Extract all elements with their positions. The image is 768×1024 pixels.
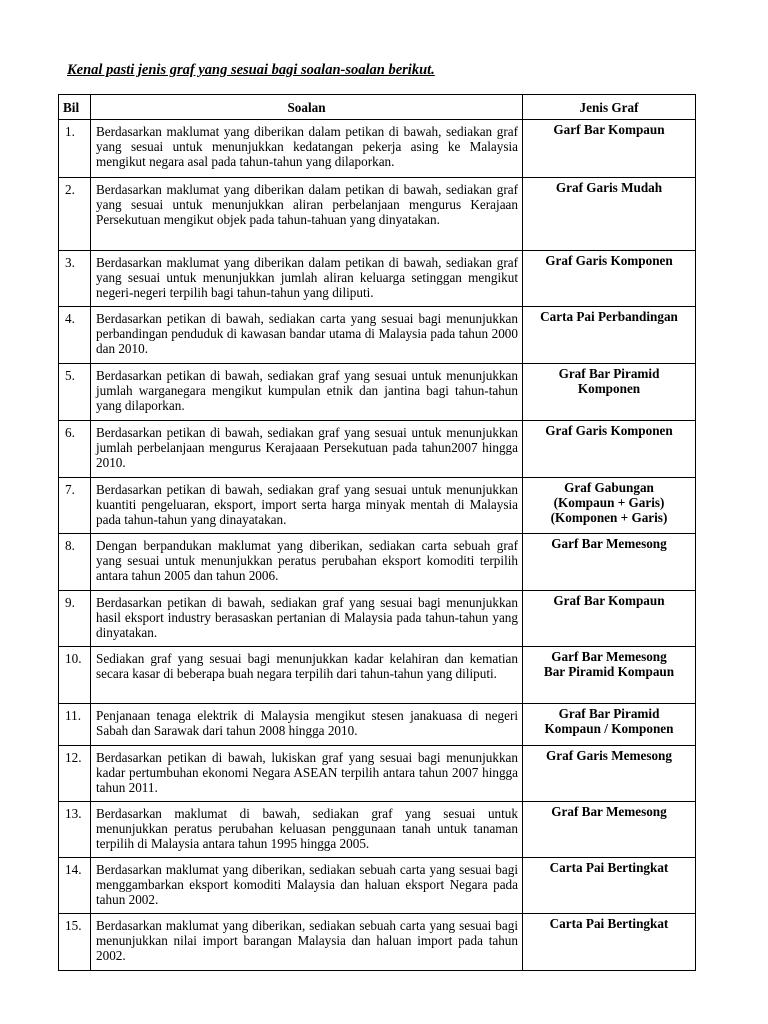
table-row [59, 647, 696, 704]
table-row [59, 591, 696, 647]
graph-type-line: Bar Piramid Kompaun [543, 664, 675, 679]
question-text: Berdasarkan maklumat yang diberikan, sediakan sebuah carta yang sesuai bagi menunjukkan nilai import barangan Malaysia dan haluan import pada tahun 2002. [91, 914, 523, 971]
graph-type-line: (Kompaun + Garis) [553, 495, 665, 510]
row-number: 5. [59, 364, 91, 421]
table-row [59, 307, 696, 364]
row-number: 2. [59, 178, 91, 251]
table-row [59, 802, 696, 858]
graph-type-line: Carta Pai Perbandingan [540, 309, 678, 324]
graph-type [523, 858, 696, 914]
graph-type-line: Graf Bar Piramid [558, 706, 660, 721]
header-bil: Bil [59, 95, 91, 120]
graph-type-line: Garf Bar Memesong [551, 536, 667, 551]
row-number: 6. [59, 421, 91, 478]
graph-type [523, 364, 696, 421]
question-text: Berdasarkan maklumat yang diberikan dalam petikan di bawah, sediakan graf yang sesuai untuk menunjukkan jumlah aliran keluarga setinggan mengikut negeri-negeri terpilih bagi tahun-tahun yang diliputi. [91, 251, 523, 307]
graph-type [523, 802, 696, 858]
header-soalan: Soalan [91, 95, 523, 120]
graph-type [523, 307, 696, 364]
page-title: Kenal pasti jenis graf yang sesuai bagi soalan-soalan berikut. [67, 62, 435, 78]
question-table [58, 94, 696, 971]
row-number: 8. [59, 534, 91, 591]
table-row [59, 704, 696, 746]
row-number: 12. [59, 746, 91, 802]
row-number: 13. [59, 802, 91, 858]
graph-type [523, 746, 696, 802]
graph-type-line: Graf Garis Memesong [546, 748, 672, 763]
graph-type-line: Kompaun / Komponen [544, 721, 674, 736]
graph-type [523, 178, 696, 251]
table-row [59, 746, 696, 802]
question-text: Penjanaan tenaga elektrik di Malaysia mengikut stesen janakuasa di negeri Sabah dan Sarawak dari tahun 2008 hingga 2010. [91, 704, 523, 746]
row-number: 14. [59, 858, 91, 914]
row-number: 1. [59, 120, 91, 178]
graph-type-line: Graf Garis Komponen [545, 253, 673, 268]
graph-type-line: Garf Bar Memesong [551, 649, 667, 664]
graph-type [523, 704, 696, 746]
question-text: Berdasarkan petikan di bawah, sediakan graf yang sesuai untuk menunjukkan jumlah perbelanjaan mengurus Kerajaaan Persekutuan pada tahun2007 hingga 2010. [91, 421, 523, 478]
question-text: Berdasarkan petikan di bawah, sediakan graf yang sesuai untuk menunjukkan jumlah warganegara mengikut kumpulan etnik dan jantina bagi tahun-tahun yang dilaporkan. [91, 364, 523, 421]
graph-type-line: (Komponen + Garis) [550, 510, 668, 525]
question-text: Sediakan graf yang sesuai bagi menunjukkan kadar kelahiran dan kematian secara kasar di beberapa buah negara terpilih dari tahun-tahun yang diliputi. [91, 647, 523, 704]
question-text: Berdasarkan petikan di bawah, lukiskan graf yang sesuai bagi menunjukkan kadar pertumbuhan ekonomi Negara ASEAN terpilih antara tahun 2007 hingga tahun 2011. [91, 746, 523, 802]
question-text: Berdasarkan petikan di bawah, sediakan graf yang sesuai bagi menunjukkan hasil eksport industry berasaskan pertanian di Malaysia pada tahun-tahun yang dinyatakan. [91, 591, 523, 647]
table-row [59, 120, 696, 178]
question-text: Dengan berpandukan maklumat yang diberikan, sediakan carta sebuah graf yang sesuai untuk menunjukkan peratus perubahan eksport komoditi terpilih antara tahun 2005 dan tahun 2006. [91, 534, 523, 591]
header-jenis-graf: Jenis Graf [523, 95, 696, 120]
table-row [59, 478, 696, 534]
graph-type [523, 120, 696, 178]
row-number: 15. [59, 914, 91, 971]
graph-type-line: Graf Garis Mudah [555, 180, 663, 195]
table-body [59, 120, 696, 971]
graph-type-line: Graf Bar Piramid [558, 366, 660, 381]
row-number: 3. [59, 251, 91, 307]
graph-type [523, 534, 696, 591]
row-number: 11. [59, 704, 91, 746]
row-number: 4. [59, 307, 91, 364]
graph-type-line: Carta Pai Bertingkat [549, 916, 669, 931]
graph-type-line: Graf Bar Memesong [551, 804, 667, 819]
graph-type [523, 421, 696, 478]
question-text: Berdasarkan petikan di bawah, sediakan carta yang sesuai bagi menunjukkan perbandingan penduduk di kawasan bandar utama di Malaysia pada tahun 2000 dan 2010. [91, 307, 523, 364]
graph-type-line: Graf Bar Kompaun [553, 593, 665, 608]
graph-type [523, 647, 696, 704]
question-text: Berdasarkan maklumat yang diberikan dalam petikan di bawah, sediakan graf yang sesuai untuk menunjukkan kedatangan pekerja asing ke Malaysia mengikut negara asal pada tahun-tahun yang dilaporkan. [91, 120, 523, 178]
table-header-row [59, 95, 696, 120]
table-row [59, 251, 696, 307]
graph-type [523, 591, 696, 647]
row-number: 9. [59, 591, 91, 647]
question-text: Berdasarkan petikan di bawah, sediakan graf yang sesuai untuk menunjukkan kuantiti pengeluaran, eksport, import serta harga minyak mentah di Malaysia pada tahun-tahun yang dinayatakan. [91, 478, 523, 534]
table-row [59, 178, 696, 251]
graph-type-line: Carta Pai Bertingkat [549, 860, 669, 875]
graph-type [523, 478, 696, 534]
graph-type-line: Garf Bar Kompaun [553, 122, 665, 137]
table-row [59, 858, 696, 914]
graph-type [523, 914, 696, 971]
graph-type-line: Komponen [577, 381, 641, 396]
row-number: 7. [59, 478, 91, 534]
graph-type-line: Graf Garis Komponen [545, 423, 673, 438]
table-row [59, 364, 696, 421]
graph-type-line: Graf Gabungan [564, 480, 654, 495]
question-text: Berdasarkan maklumat di bawah, sediakan graf yang sesuai untuk menunjukkan peratus perubahan keluasan penggunaan tanah untuk tanaman terpilih di Malaysia antara tahun 1995 hingga 2005. [91, 802, 523, 858]
question-text: Berdasarkan maklumat yang diberikan, sediakan sebuah carta yang sesuai bagi menggambarkan eksport komoditi Malaysia dan haluan eksport Negara pada tahun 2002. [91, 858, 523, 914]
row-number: 10. [59, 647, 91, 704]
table-row [59, 534, 696, 591]
table-row [59, 914, 696, 971]
graph-type [523, 251, 696, 307]
table-row [59, 421, 696, 478]
question-text: Berdasarkan maklumat yang diberikan dalam petikan di bawah, sediakan graf yang sesuai untuk menunjukkan aliran perbelanjaan mengurus Kerajaan Persekutuan mengikut objek pada tahun-tahuan yang dinyatakan. [91, 178, 523, 251]
